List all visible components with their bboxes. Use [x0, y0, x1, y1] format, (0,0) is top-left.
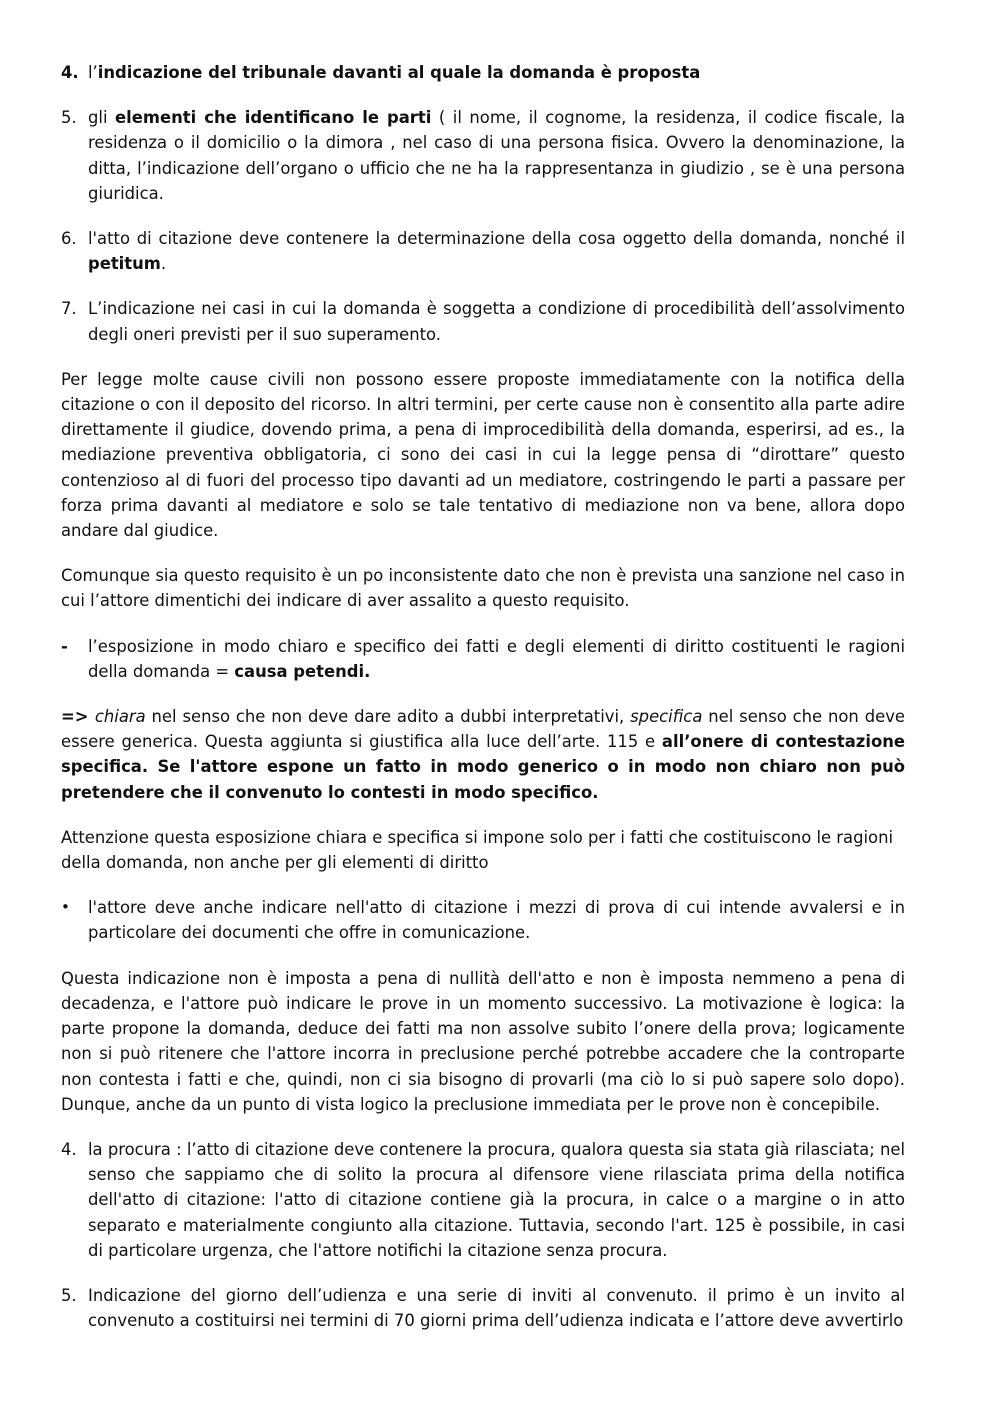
bold-text-run: petitum [88, 254, 161, 274]
list-marker: 5. [61, 1285, 77, 1305]
document-page [61, 60, 905, 1353]
list-item-4 [61, 60, 905, 85]
text-run: l’ [88, 63, 98, 82]
text-run: nel senso che non deve essere generica. Questa aggiunta si giustifica alla luce dell’arte. 115 e [61, 707, 905, 752]
list-item-text: Indicazione del giorno dell’udienza e una serie di inviti al convenuto. il primo è un invito al convenuto a costituirsi nei termini di 70 giorni prima dell’udienza indicata e l’attore deve avvertirlo [88, 1285, 905, 1331]
list-item-text [88, 105, 905, 206]
italic-text-run: specifica [630, 707, 703, 727]
text-run: nel senso che non deve dare adito a dubbi interpretativi, [145, 707, 631, 727]
list-item-text [88, 634, 905, 684]
bullet-list-item [61, 895, 905, 945]
arrow-marker: => [61, 707, 95, 727]
list-item-text [88, 226, 905, 276]
dash-list-item [61, 634, 905, 684]
list-marker: 4. [61, 63, 79, 82]
paragraph-mediation: Per legge molte cause civili non possono essere proposte immediatamente con la notifica della citazione o con il deposito del ricorso. In altri termini, per certe cause non è consentito alla parte adire direttamente il giudice, dovendo prima, a pena di improcedibilità della domanda, esperirsi, ad es., la mediazione preventiva obbligatoria, ci sono dei casi in cui la legge pensa di “dirottare” questo contenzioso al di fuori del processo tipo davanti ad un mediatore, costringendo le parti a passare per forza prima davanti al mediatore e solo se tale tentativo di mediazione non va bene, allora dopo andare dal giudice. [61, 369, 905, 541]
bold-text-run: causa petendi. [234, 661, 371, 681]
text-run: gli [88, 108, 116, 128]
list-item-6 [61, 226, 905, 276]
paragraph-prove: Questa indicazione non è imposta a pena di nullità dell'atto e non è imposta nemmeno a pena di decadenza, e l'attore può indicare le prove in un momento successivo. La motivazione è logica: la parte propone la domanda, deduce dei fatti ma non assolve subito l’onere della prova; logicamente non si può ritenere che l'attore incorra in preclusione perché potrebbe accadere che la controparte non contesta i fatti e che, quindi, non ci sia bisogno di provarli (ma ciò lo si può sapere solo dopo). Dunque, anche da un punto di vista logico la preclusione immediata per le prove non è concepibile. [61, 968, 905, 1114]
text-run: ( il nome, il cognome, la residenza, il codice fiscale, la residenza o il domicilio o la dimora , nel caso di una persona fisica. Ovvero la denominazione, la ditta, l’indicazione dell’organo o ufficio che ne ha la rappresentanza in giudizio , se è una persona giuridica. [88, 108, 905, 203]
bold-text-run: all’onere di contestazione specifica. Se l'attore espone un fatto in modo generico o in modo non chiaro non può pretendere che il convenuto lo contesti in modo specifico. [61, 732, 905, 802]
text-run: l’esposizione in modo chiaro e specifico dei fatti e degli elementi di diritto costituenti le ragioni della domanda = [88, 636, 905, 681]
list-item-text: l'attore deve anche indicare nell'atto di citazione i mezzi di prova di cui intende avvalersi e in particolare dei documenti che offre in comunicazione. [88, 898, 905, 943]
list-item-text: la procura : l’atto di citazione deve contenere la procura, qualora questa sia stata già rilasciata; nel senso che sappiamo che di solito la procura al difensore viene rilasciata prima della notifica dell'atto di citazione: l'atto di citazione contiene già la procura, in calce o a margine o in atto separato e materialmente congiunto alla citazione. Tuttavia, secondo l'art. 125 è possibile, in casi di particolare urgenza, che l'attore notifichi la citazione senza procura. [88, 1139, 905, 1260]
list-marker: 4. [61, 1139, 77, 1159]
list-item-udienza [61, 1283, 905, 1333]
text-run: L’indicazione nei casi in cui la domanda è soggetta a condizione di procedibilità dell’assolvimento degli oneri previsti per il suo superamento. [88, 299, 905, 344]
text-run: l'atto di citazione deve contenere la determinazione della cosa oggetto della domanda, nonché il [88, 229, 905, 249]
italic-text-run: chiara [94, 707, 146, 727]
bold-text-run: indicazione del tribunale davanti al quale la domanda è proposta [97, 63, 701, 82]
list-item-7 [61, 296, 905, 346]
paragraph-attenzione: Attenzione questa esposizione chiara e specifica si impone solo per i fatti che costituiscono le ragioni della domanda, non anche per gli elementi di diritto [61, 827, 894, 873]
list-item-text [88, 60, 905, 85]
bullet-marker: • [61, 898, 70, 917]
text-run: . [160, 254, 167, 274]
bold-text-run: elementi che identificano le parti [115, 108, 432, 128]
list-marker: 6. [61, 229, 77, 249]
list-item-text [88, 296, 905, 346]
paragraph-chiara-specifica [61, 704, 905, 805]
dash-marker: - [61, 636, 68, 656]
list-item-5 [61, 105, 905, 206]
list-marker: 5. [61, 108, 77, 128]
list-marker: 7. [61, 299, 77, 319]
paragraph-requirement-note: Comunque sia questo requisito è un po inconsistente dato che non è prevista una sanzione nel caso in cui l’attore dimentichi dei indicare di aver assalito a questo requisito. [61, 566, 905, 611]
list-item-procura [61, 1137, 905, 1263]
